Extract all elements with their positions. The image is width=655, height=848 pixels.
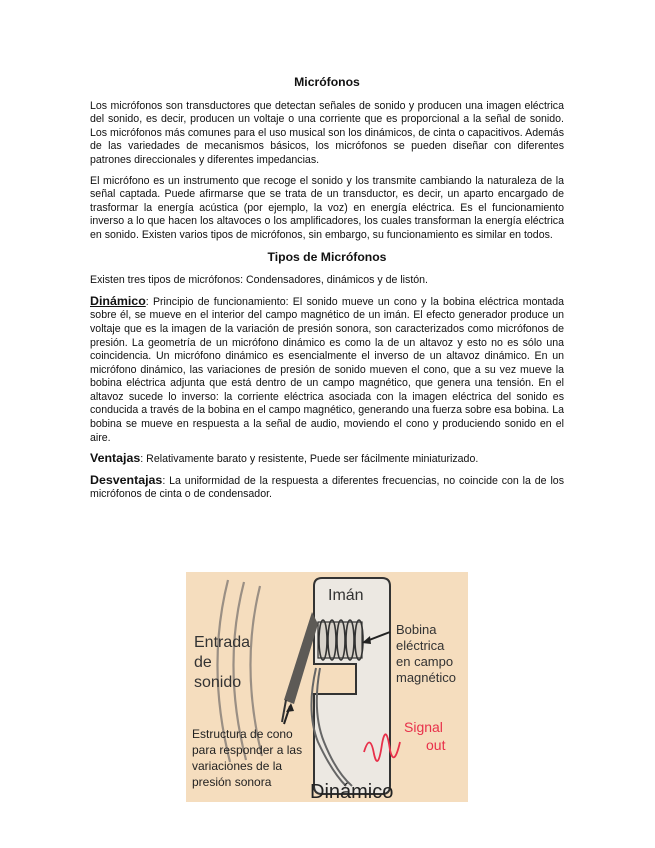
- diagram-svg: [186, 572, 468, 802]
- signal-label: Signal out: [404, 719, 446, 753]
- types-sentence: Existen tres tipos de micrófonos: Condensadores, dinámicos y de listón.: [90, 274, 428, 287]
- entrada-label: Entrada de sonido: [194, 634, 251, 691]
- ventajas-paragraph: [90, 452, 564, 467]
- desventajas-text: : La uniformidad de la respuesta a diferentes frecuencias, no coincide con la de los micrófonos de cinta o de condensador.: [90, 474, 564, 501]
- desventajas-paragraph: [90, 474, 564, 502]
- ventajas-label: Ventajas: [90, 451, 141, 466]
- cone-arrowhead: [286, 703, 294, 712]
- section-title: Tipos de Micrófonos: [267, 249, 387, 264]
- microphone-diagram: [186, 572, 468, 802]
- estructura-label: Estructura de cono para responder a las variaciones de la presión sonora: [192, 727, 303, 789]
- iman-label: Imán: [328, 587, 364, 604]
- coil: [318, 620, 363, 660]
- intro-paragraph-1: Los micrófonos son transductores que detectan señales de sonido y producen una imagen eléctrica del sonido, es decir, producen un voltaje o una corriente que es proporcional a la señal de sonido. Los micrófonos más comunes para el uso musical son los dinámicos, de cinta o capacitivos. Además de las variedades de mecanismos básicos, los micrófonos se pueden diseñar con diferentes patrones direccionales y diferentes impedancias.: [90, 99, 564, 166]
- dinamico-label: Dinámico: [90, 293, 146, 308]
- ventajas-text: : Relativamente barato y resistente, Puede ser fácilmente miniaturizado.: [140, 453, 479, 466]
- bobina-label: Bobina eléctrica en campo magnético: [396, 622, 456, 685]
- document-page: [90, 72, 564, 802]
- intro-paragraph-2: El micrófono es un instrumento que recoge el sonido y los transmite cambiando la naturaleza de la señal captada. Puede afirmarse que se trata de un transductor, es decir, un aparto encargado de trasformar la energía acústica (por ejemplo, la voz) en energía eléctrica. Es el funcionamiento inverso a lo que hacen los altavoces o los amplificadores, los cuales transforman la energía eléctrica en sonido. Existen varios tipos de micrófonos, sin embargo, su funcionamiento es similar en todos.: [90, 174, 564, 241]
- dinamico-text: : Principio de funcionamiento: El sonido mueve un cono y la bobina eléctrica montada sobre él, se mueve en el interior del campo magnético de un imán. El efecto generador produce un voltaje que es la imagen de la variación de presión sonora, son caracterizados como micrófonos de presión. La geometría de un micrófono dinámico es como la de un altavoz y esto no es sólo una coincidencia. Un micrófono dinámico es esencialmente el inverso de un altavoz dinámico. En un micrófono dinámico, las variaciones de presión de sonido mueven el cono, que a su vez mueve la bobina eléctrica adjunta que está dentro de un campo magnético, que genera una tensión. En el altavoz sucede lo inverso: la corriente eléctrica asociada con la imagen eléctrica del sonido es conducida a través de la bobina en el campo magnético, generando una fuerza sobre esa bobina. La bobina se mueve en respuesta a la señal de audio, moviendo el cono y produciendo sonido en el aire.: [90, 295, 564, 444]
- magnet-body: [314, 578, 390, 794]
- dinamico-paragraph: [90, 295, 564, 446]
- page-title: Micrófonos: [294, 75, 360, 89]
- desventajas-label: Desventajas: [90, 472, 163, 487]
- figure-caption: Dinámico: [310, 781, 394, 802]
